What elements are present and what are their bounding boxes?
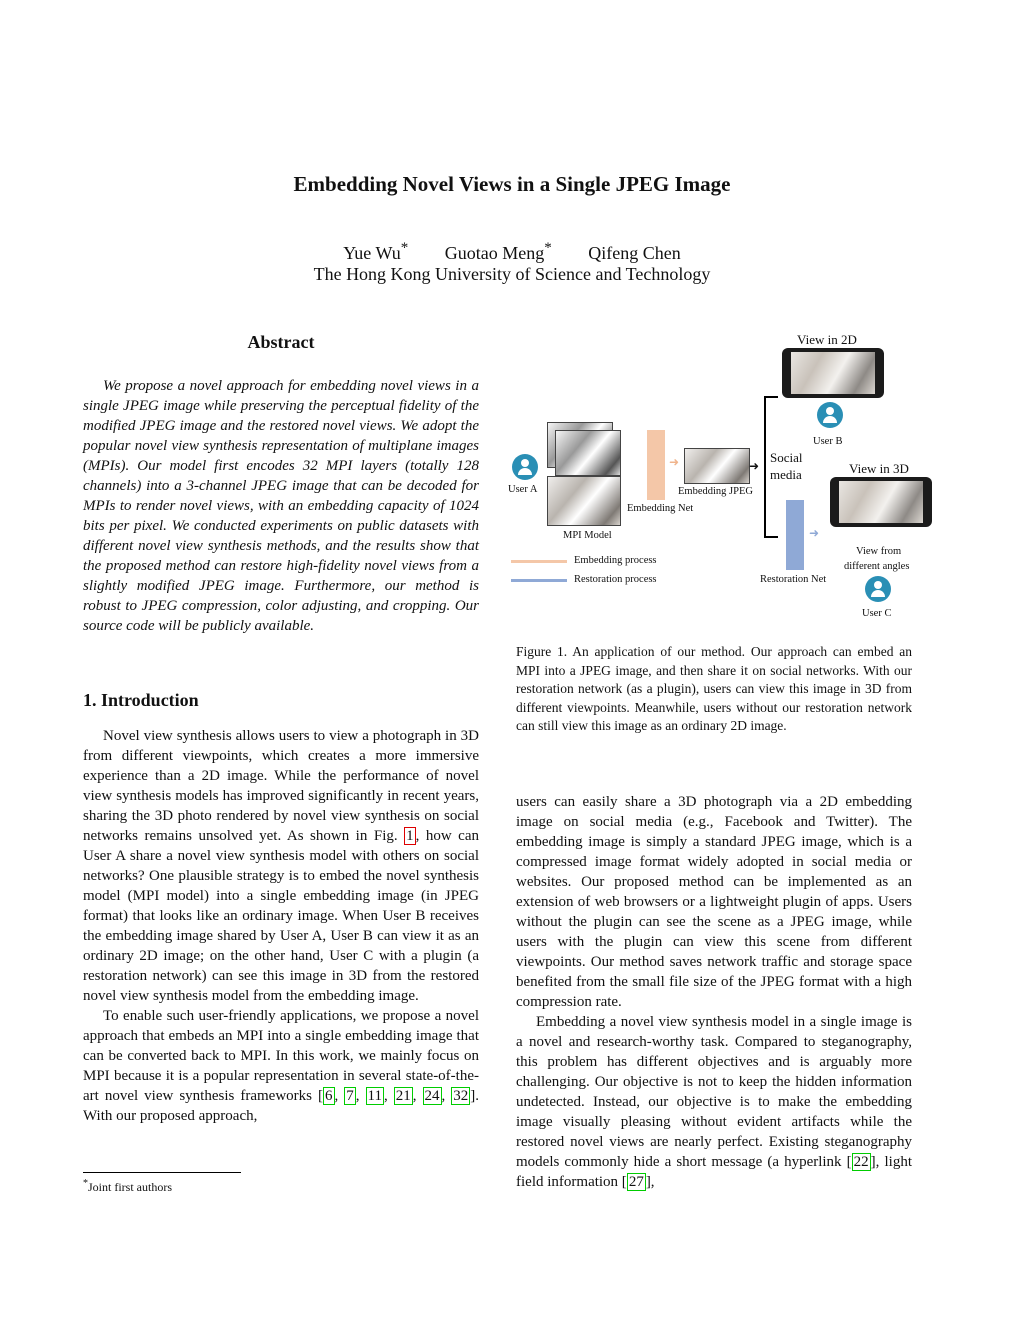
restoration-net-block [786,500,804,570]
footnote-rule [83,1172,241,1173]
phone-2d-screen [791,352,875,394]
social-media-bracket [764,396,766,538]
label-media: media [770,467,802,482]
label-user-a: User A [508,484,538,495]
citation-link[interactable]: 7 [346,1088,354,1104]
author-3: Qifeng Chen [588,243,681,263]
intro-left-column [83,726,479,1126]
legend-embedding-line [511,560,567,563]
user-a-icon [512,454,538,480]
affiliation: The Hong Kong University of Science and Technology [313,264,711,284]
citation-link[interactable]: 24 [424,1088,440,1104]
user-b-icon [817,402,843,428]
intro-paragraph-4: Embedding a novel view synthesis model in a single image is a novel and research-worthy task. Compared to steganography, this problem has different objectives and is arguably more challenging. Our objective is not to keep the hidden information undetected. Instead, our objective is to make the embedding image visually pleasing without evident artifacts while the restored novel views are nearly perfect. Existing steganography models commonly hide a short message (a hyperlink [ 22 ], light field information [ 27 ], [516,1014,912,1190]
label-embedding-net: Embedding Net [627,503,694,514]
introduction-heading: 1. Introduction [83,690,199,710]
intro-paragraph-2: To enable such user-friendly applications, we propose a novel approach that embeds an MPI into a single embedding image that can be converted back to MPI. In this work, we mainly focus on MPI because it is a popular representation in several state-of-the-art novel view synthesis frameworks [ 6 , 7 , 11 , 21 , 24 , 32 ]. With our proposed approach, [83,1008,480,1124]
author-list [0,240,1024,264]
label-view-from: View from [856,546,902,557]
label-embedding-jpeg: Embedding JPEG [678,486,753,497]
intro-paragraph-3: users can easily share a 3D photograph via a 2D embedding image on social media (e.g., Facebook and Twitter). The embedding image is simply a standard JPEG image, which is a compressed image format widely adopted in social media or websites. Our proposed method can be implemented as an extension of web browsers or a lightweight plugin of apps. Users without the plugin can see the scene as a JPEG image, while users with the plugin can view this scene from different viewpoints. Our method saves network traffic and storage space benefited from the small file size of the JPEG format with a high compression rate. [516,794,912,1010]
figure-ref-link[interactable]: 1 [406,828,414,844]
citation-link[interactable]: 6 [325,1088,333,1104]
arrow-right-icon: ➜ [669,455,680,469]
intro-right-column [516,792,912,1192]
arrow-into-social-icon: ➜ [749,459,760,473]
intro-paragraph-1: Novel view synthesis allows users to view a photograph in 3D from different viewpoints, which creates a more immersive experience than a 2D image. While the performance of novel view synthesis models has improved significantly in recent years, sharing the 3D photo rendered by novel view synthesis on social networks remains unsolved yet. As shown in Fig. 1 , how can User A share a novel view synthesis model with others on social networks? One plausible strategy is to embed the novel synthesis model (MPI model) into a single embedding image (in JPEG format) that looks like an ordinary image. When User B receives the embedding image shared by User A, User B can view it as an ordinary 2D image; on the other hand, User C with a plugin (a restoration network) can see this image in 3D from the restored novel view synthesis model from the embedding image. [83,728,479,1004]
embedding-net-block [647,430,665,500]
label-view-2d: View in 2D [797,332,857,347]
label-different-angles: different angles [844,561,910,572]
citation-link[interactable]: 32 [453,1088,469,1104]
label-user-c: User C [862,608,892,619]
user-c-icon [865,576,891,602]
phone-3d [830,477,932,527]
citation-link[interactable]: 11 [367,1088,382,1104]
legend-restoration-line [511,579,567,582]
phone-3d-screen [839,481,923,523]
label-restoration-net: Restoration Net [760,574,827,585]
figure-1 [505,330,925,625]
legend-embedding-label: Embedding process [574,555,657,566]
label-view-3d: View in 3D [849,461,909,476]
abstract-heading: Abstract [247,332,315,352]
branch-bottom [764,536,778,538]
phone-2d [782,348,884,398]
figure-1-caption: Figure 1. An application of our method. Our approach can embed an MPI into a JPEG image, and then share it on social networks. With our restoration network (as a plugin), users can view this image in 3D from different viewpoints. Meanwhile, users without our restoration network can still view this image as an ordinary 2D image. [516,644,912,733]
embedding-jpeg-image [684,448,750,484]
citation-link[interactable]: 27 [628,1174,644,1190]
footnote: *Joint first authors [83,1178,172,1194]
label-user-b: User B [813,436,843,447]
citation-link[interactable]: 22 [853,1154,869,1170]
abstract-text: We propose a novel approach for embedding novel views in a single JPEG image while preserving the perceptual fidelity of the modified JPEG image and the restored novel views. We adopt the popular novel view synthesis representation of multiplane images (MPIs). Our model first encodes 32 MPI layers (totally 128 channels) into a 3-channel JPEG image that can be decoded for MPIs to render novel views, with an embedding capacity of 1024 bits per pixel. We conducted experiments on public datasets with different novel view synthesis methods, and the results show that the proposed method can restore high-fidelity novel views from a slightly modified JPEG image. Furthermore, our method is robust to JPEG compression, color adjusting, and cropping. Our source code will be publicly available. [83,378,479,634]
legend-restoration-label: Restoration process [574,574,657,585]
author-2: Guotao Meng* [444,240,552,263]
label-mpi-model: MPI Model [563,530,612,541]
mpi-layer-2 [555,430,621,476]
label-social: Social [770,450,803,465]
arrow-right-blue-icon: ➜ [809,526,820,540]
citation-link[interactable]: 21 [395,1088,411,1104]
branch-top [764,396,778,398]
author-1: Yue Wu* [343,240,409,263]
paper-title: Embedding Novel Views in a Single JPEG Image [293,172,731,196]
mpi-layer-rgb [547,476,621,526]
